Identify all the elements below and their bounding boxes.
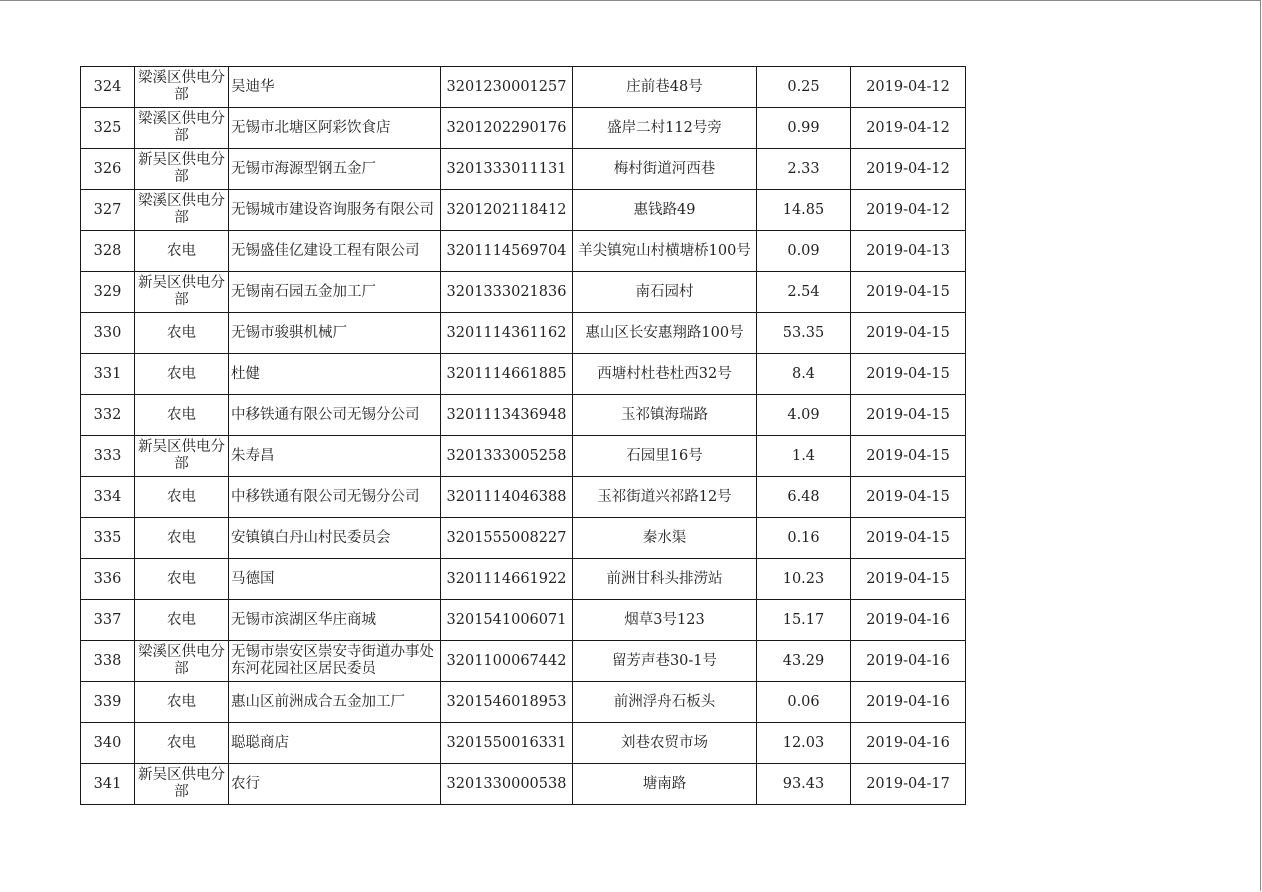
account-number-cell: 3201546018953 [441, 682, 573, 723]
date-cell: 2019-04-15 [851, 313, 966, 354]
address-cell: 梅村街道河西巷 [573, 149, 757, 190]
supply-unit-cell: 新吴区供电分部 [135, 764, 229, 805]
customer-name-cell: 朱寿昌 [229, 436, 441, 477]
table-row [81, 231, 966, 272]
address-cell: 刘巷农贸市场 [573, 723, 757, 764]
account-number-cell: 3201330000538 [441, 764, 573, 805]
account-number-cell: 3201114569704 [441, 231, 573, 272]
account-number-cell: 3201333005258 [441, 436, 573, 477]
row-number-cell: 335 [81, 518, 135, 559]
records-table [80, 66, 966, 805]
supply-unit-cell: 梁溪区供电分部 [135, 67, 229, 108]
supply-unit-cell: 梁溪区供电分部 [135, 108, 229, 149]
account-number-cell: 3201541006071 [441, 600, 573, 641]
account-number-cell: 3201555008227 [441, 518, 573, 559]
customer-name-cell: 中移铁通有限公司无锡分公司 [229, 395, 441, 436]
address-cell: 玉祁镇海瑞路 [573, 395, 757, 436]
records-body [81, 67, 966, 805]
address-cell: 惠山区长安惠翔路100号 [573, 313, 757, 354]
date-cell: 2019-04-13 [851, 231, 966, 272]
row-number-cell: 329 [81, 272, 135, 313]
date-cell: 2019-04-15 [851, 518, 966, 559]
table-row [81, 518, 966, 559]
row-number-cell: 326 [81, 149, 135, 190]
account-number-cell: 3201114361162 [441, 313, 573, 354]
amount-cell: 8.4 [757, 354, 851, 395]
address-cell: 庄前巷48号 [573, 67, 757, 108]
table-row [81, 190, 966, 231]
supply-unit-cell: 新吴区供电分部 [135, 436, 229, 477]
amount-cell: 0.09 [757, 231, 851, 272]
customer-name-cell: 聪聪商店 [229, 723, 441, 764]
amount-cell: 4.09 [757, 395, 851, 436]
table-row [81, 764, 966, 805]
customer-name-cell: 杜健 [229, 354, 441, 395]
account-number-cell: 3201114661922 [441, 559, 573, 600]
address-cell: 前洲浮舟石板头 [573, 682, 757, 723]
date-cell: 2019-04-16 [851, 682, 966, 723]
row-number-cell: 334 [81, 477, 135, 518]
date-cell: 2019-04-12 [851, 190, 966, 231]
amount-cell: 0.99 [757, 108, 851, 149]
account-number-cell: 3201114661885 [441, 354, 573, 395]
customer-name-cell: 无锡市北塘区阿彩饮食店 [229, 108, 441, 149]
row-number-cell: 339 [81, 682, 135, 723]
table-row [81, 641, 966, 682]
account-number-cell: 3201202290176 [441, 108, 573, 149]
supply-unit-cell: 农电 [135, 723, 229, 764]
address-cell: 西塘村杜巷杜西32号 [573, 354, 757, 395]
amount-cell: 93.43 [757, 764, 851, 805]
supply-unit-cell: 农电 [135, 682, 229, 723]
table-row [81, 477, 966, 518]
row-number-cell: 340 [81, 723, 135, 764]
table-row [81, 600, 966, 641]
address-cell: 前洲甘科头排涝站 [573, 559, 757, 600]
account-number-cell: 3201113436948 [441, 395, 573, 436]
supply-unit-cell: 新吴区供电分部 [135, 149, 229, 190]
amount-cell: 43.29 [757, 641, 851, 682]
amount-cell: 53.35 [757, 313, 851, 354]
supply-unit-cell: 梁溪区供电分部 [135, 190, 229, 231]
table-row [81, 108, 966, 149]
customer-name-cell: 无锡盛佳亿建设工程有限公司 [229, 231, 441, 272]
address-cell: 留芳声巷30-1号 [573, 641, 757, 682]
table-row [81, 272, 966, 313]
amount-cell: 0.06 [757, 682, 851, 723]
customer-name-cell: 安镇镇白丹山村民委员会 [229, 518, 441, 559]
table-row [81, 682, 966, 723]
customer-name-cell: 无锡市滨湖区华庄商城 [229, 600, 441, 641]
table-row [81, 313, 966, 354]
table-row [81, 354, 966, 395]
supply-unit-cell: 农电 [135, 313, 229, 354]
address-cell: 塘南路 [573, 764, 757, 805]
address-cell: 盛岸二村112号旁 [573, 108, 757, 149]
supply-unit-cell: 农电 [135, 395, 229, 436]
supply-unit-cell: 农电 [135, 600, 229, 641]
row-number-cell: 328 [81, 231, 135, 272]
date-cell: 2019-04-16 [851, 600, 966, 641]
date-cell: 2019-04-15 [851, 436, 966, 477]
customer-name-cell: 吴迪华 [229, 67, 441, 108]
customer-name-cell: 无锡市海源型钢五金厂 [229, 149, 441, 190]
date-cell: 2019-04-12 [851, 149, 966, 190]
amount-cell: 10.23 [757, 559, 851, 600]
address-cell: 惠钱路49 [573, 190, 757, 231]
date-cell: 2019-04-12 [851, 108, 966, 149]
account-number-cell: 3201550016331 [441, 723, 573, 764]
address-cell: 石园里16号 [573, 436, 757, 477]
account-number-cell: 3201114046388 [441, 477, 573, 518]
supply-unit-cell: 梁溪区供电分部 [135, 641, 229, 682]
account-number-cell: 3201100067442 [441, 641, 573, 682]
row-number-cell: 327 [81, 190, 135, 231]
date-cell: 2019-04-17 [851, 764, 966, 805]
date-cell: 2019-04-16 [851, 641, 966, 682]
table-row [81, 723, 966, 764]
account-number-cell: 3201333021836 [441, 272, 573, 313]
date-cell: 2019-04-15 [851, 477, 966, 518]
amount-cell: 14.85 [757, 190, 851, 231]
amount-cell: 0.16 [757, 518, 851, 559]
supply-unit-cell: 农电 [135, 518, 229, 559]
date-cell: 2019-04-16 [851, 723, 966, 764]
amount-cell: 1.4 [757, 436, 851, 477]
amount-cell: 12.03 [757, 723, 851, 764]
supply-unit-cell: 农电 [135, 354, 229, 395]
customer-name-cell: 无锡城市建设咨询服务有限公司 [229, 190, 441, 231]
row-number-cell: 331 [81, 354, 135, 395]
table-row [81, 395, 966, 436]
customer-name-cell: 无锡市骏骐机械厂 [229, 313, 441, 354]
row-number-cell: 333 [81, 436, 135, 477]
row-number-cell: 325 [81, 108, 135, 149]
row-number-cell: 324 [81, 67, 135, 108]
row-number-cell: 336 [81, 559, 135, 600]
row-number-cell: 330 [81, 313, 135, 354]
row-number-cell: 341 [81, 764, 135, 805]
address-cell: 南石园村 [573, 272, 757, 313]
customer-name-cell: 无锡南石园五金加工厂 [229, 272, 441, 313]
account-number-cell: 3201230001257 [441, 67, 573, 108]
amount-cell: 2.33 [757, 149, 851, 190]
supply-unit-cell: 农电 [135, 559, 229, 600]
date-cell: 2019-04-15 [851, 354, 966, 395]
table-row [81, 559, 966, 600]
account-number-cell: 3201333011131 [441, 149, 573, 190]
customer-name-cell: 中移铁通有限公司无锡分公司 [229, 477, 441, 518]
date-cell: 2019-04-15 [851, 559, 966, 600]
address-cell: 羊尖镇宛山村横塘桥100号 [573, 231, 757, 272]
row-number-cell: 338 [81, 641, 135, 682]
customer-name-cell: 农行 [229, 764, 441, 805]
supply-unit-cell: 农电 [135, 477, 229, 518]
amount-cell: 2.54 [757, 272, 851, 313]
date-cell: 2019-04-15 [851, 395, 966, 436]
amount-cell: 6.48 [757, 477, 851, 518]
account-number-cell: 3201202118412 [441, 190, 573, 231]
row-number-cell: 337 [81, 600, 135, 641]
supply-unit-cell: 农电 [135, 231, 229, 272]
customer-name-cell: 马德国 [229, 559, 441, 600]
customer-name-cell: 惠山区前洲成合五金加工厂 [229, 682, 441, 723]
supply-unit-cell: 新吴区供电分部 [135, 272, 229, 313]
row-number-cell: 332 [81, 395, 135, 436]
date-cell: 2019-04-15 [851, 272, 966, 313]
amount-cell: 15.17 [757, 600, 851, 641]
amount-cell: 0.25 [757, 67, 851, 108]
address-cell: 秦水渠 [573, 518, 757, 559]
table-row [81, 436, 966, 477]
address-cell: 玉祁街道兴祁路12号 [573, 477, 757, 518]
customer-name-cell: 无锡市崇安区崇安寺街道办事处东河花园社区居民委员 [229, 641, 441, 682]
table-row [81, 149, 966, 190]
date-cell: 2019-04-12 [851, 67, 966, 108]
address-cell: 烟草3号123 [573, 600, 757, 641]
table-row [81, 67, 966, 108]
